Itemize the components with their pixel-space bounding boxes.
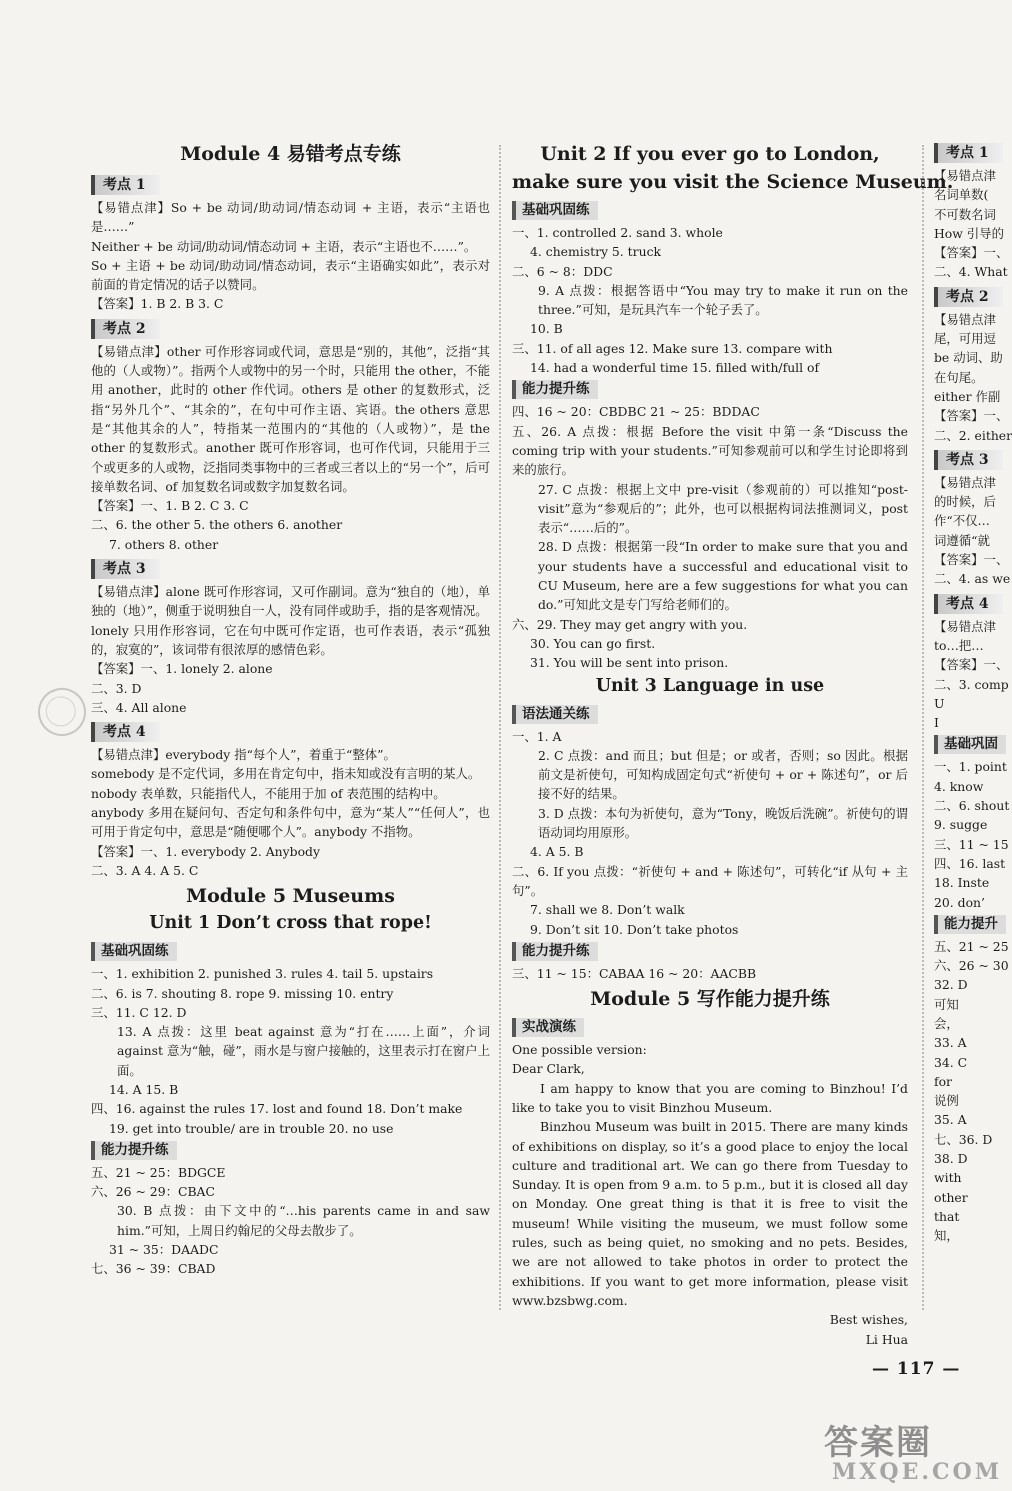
- section-heading: 语法通关练: [512, 705, 598, 724]
- answer-line: 作“不仅…: [934, 513, 990, 529]
- answer-line: 32. D: [934, 977, 968, 993]
- column-divider: [922, 145, 924, 1310]
- answer-line: to…把…: [934, 637, 984, 653]
- answer-line: 9. Don’t sit 10. Don’t take photos: [530, 921, 739, 937]
- faded-stamp: [32, 682, 92, 742]
- answer-line: 二、3. A 4. A 5. C: [91, 862, 199, 878]
- explanation-text: 【易错点津】So + be 动词/助动词/情态动词 + 主语，表示“主语也是……”: [91, 200, 490, 235]
- explanation-text: 13. A 点拨：这里 beat against 意为“打在……上面”，介词 against 意为“触，碰”，雨水是与窗户接触的，这里表示打在窗户上面。: [117, 1024, 490, 1078]
- answer-line: 【答案】一、: [934, 552, 1009, 568]
- explanation-text: Neither + be 动词/助动词/情态动词 + 主语，表示“主语也不……”。: [91, 238, 477, 254]
- answer-line: 二、2. either: [934, 427, 1012, 443]
- answer-line: other: [934, 1189, 968, 1205]
- column-left: [91, 138, 490, 1279]
- unit-heading: Unit 1 Don’t cross that rope!: [149, 913, 432, 934]
- page-number: — 117 —: [872, 1359, 961, 1379]
- answer-line: 20. don’: [934, 894, 985, 910]
- point-heading: 考点 4: [91, 722, 160, 742]
- answer-line: 六、26 ~ 29：CBAC: [91, 1184, 215, 1200]
- explanation-text: 9. A 点拨：根据答语中“You may try to make it run on the three.”可知，是玩具汽车一个轮子丢了。: [538, 282, 908, 318]
- answer-line: 二、3. comp: [934, 676, 1009, 692]
- answer-line: 【答案】1. B 2. B 3. C: [91, 296, 224, 312]
- answer-line: 31 ~ 35：DAADC: [109, 1242, 219, 1258]
- section-heading: 能力提升: [934, 915, 1006, 934]
- answer-line: 七、36 ~ 39：CBAD: [91, 1261, 216, 1277]
- answer-line: 二、4. What: [934, 264, 1008, 280]
- explanation-text: 【易错点津】alone 既可作形容词，又可作副词。意为“独自的（地），单独的（地）”，侧重于说明独自一人，没有同伴或助手，指的是客观情况。: [91, 584, 490, 619]
- answer-line: for: [934, 1073, 952, 1089]
- module-heading: Unit 2 If you ever go to London,: [540, 143, 880, 165]
- explanation-text: lonely 只用作形容词，它在句中既可作定语，也可作表语，表示“孤独的，寂寞的”，该词带有很浓厚的感情色彩。: [91, 622, 490, 657]
- answer-line: 六、26 ~ 30: [934, 958, 1009, 974]
- explanation-text: 【易错点津】other 可作形容词或代词，意思是“别的，其他”，泛指“其他的（人或物）”。指两个人或物中的另一个时，只能用 the other，不能用 another，此时的 other 作代词。others 是 other 的复数形式，泛指“另外几个”、“其余的”，在句中可作主语、宾语。the others 意思是“其他其余的人”，特指某一范围内的“其他的（人或物）”，是 the other 的复数形式。another 既可作形容词，也可作代词，只能用于三个或更多的人或物，泛指同类事物中的三者或三者以上的“另一个”，后可接单数名词、of 加复数名词或数字加复数名词。: [91, 343, 490, 494]
- answer-line: 一、1. controlled 2. sand 3. whole: [512, 225, 723, 240]
- answer-line: 一、1. point: [934, 759, 1007, 775]
- answer-line: 【易错点津: [934, 168, 996, 183]
- watermark-logo-text: 答案圈: [824, 1423, 932, 1463]
- answer-line: 35. A: [934, 1112, 967, 1128]
- module-heading: Module 4 易错考点专练: [180, 143, 401, 165]
- point-heading: 考点 3: [934, 450, 1003, 470]
- answer-line: How 引导的: [934, 225, 1004, 241]
- answer-line: 【答案】一、: [934, 245, 1009, 261]
- answer-line: 说例: [934, 1093, 959, 1109]
- answer-line: either 作副: [934, 388, 1001, 404]
- answer-line: 【易错点津: [934, 618, 996, 634]
- answer-line: with: [934, 1170, 962, 1186]
- answer-line: 19. get into trouble/ are in trouble 20. no use: [109, 1120, 394, 1136]
- answer-line: 四、16. against the rules 17. lost and found 18. Don’t make: [91, 1101, 463, 1117]
- answer-line: 7. others 8. other: [109, 536, 219, 552]
- answer-line: 二、6. the other 5. the others 6. another: [91, 517, 343, 533]
- point-heading: 考点 2: [934, 287, 1003, 307]
- explanation-text: 3. D 点拨：本句为祈使句，意为“Tony，晚饭后洗碗”。祈使句的谓语动词均用原形。: [538, 805, 908, 841]
- answer-line: One possible version:: [512, 1042, 647, 1058]
- section-heading: 基础巩固: [934, 735, 1006, 754]
- answer-line: 4. A 5. B: [530, 844, 584, 860]
- point-heading: 考点 1: [91, 175, 160, 195]
- answer-line: 【答案】一、1. B 2. C 3. C: [91, 498, 249, 514]
- module-heading: Module 5 写作能力提升练: [590, 988, 830, 1011]
- answer-line: 【答案】一、: [934, 657, 1009, 673]
- answer-line: 三、11. of all ages 12. Make sure 13. compare with: [512, 340, 833, 356]
- module-heading: make sure you visit the Science Museum.: [512, 171, 954, 193]
- answer-line: 33. A: [934, 1035, 967, 1051]
- section-heading: 实战演练: [512, 1018, 584, 1037]
- answer-line: 一、1. A: [512, 728, 562, 744]
- answer-line: be 动词、助: [934, 350, 1003, 366]
- answer-line: 二、6. is 7. shouting 8. rope 9. missing 10. entry: [91, 985, 394, 1001]
- answer-line: 词遵循“就: [934, 532, 990, 548]
- section-heading: 基础巩固练: [512, 201, 598, 220]
- answer-line: 38. D: [934, 1151, 968, 1167]
- column-right-cropped: [934, 138, 1012, 1246]
- answer-line: 10. B: [530, 321, 563, 337]
- section-heading: 能力提升练: [512, 380, 598, 399]
- answer-line: Dear Clark,: [512, 1061, 585, 1077]
- answer-line: 五、21 ~ 25: [934, 938, 1009, 954]
- answer-line: 知，: [934, 1228, 959, 1244]
- explanation-text: 2. C 点拨：and 而且；but 但是；or 或者，否则；so 因此。根据前文是祈使句，可知构成固定句式“祈使句 + or + 陈述句”，or 后接不好的结果。: [538, 747, 908, 802]
- module-heading: Module 5 Museums: [186, 885, 395, 908]
- explanation-text: 30. B 点拨：由下文中的“…his parents came in and saw him.”可知，上周日约翰尼的父母去散步了。: [117, 1203, 490, 1238]
- answer-line: 二、3. D: [91, 680, 142, 696]
- answer-line: 二、4. as we: [934, 571, 1011, 587]
- explanation-text: 【易错点津】everybody 指“每个人”，着重于“整体”。: [91, 747, 396, 763]
- answer-line: 一、1. exhibition 2. punished 3. rules 4. tail 5. upstairs: [91, 966, 434, 982]
- explanation-text: 五、26. A 点拨：根据 Before the visit 中第一条“Discuss the coming trip with your students.”可知参观前可以和学生讨论即将到来的旅行。: [512, 423, 908, 478]
- section-heading: 能力提升练: [512, 942, 598, 961]
- explanation-text: 二、6. If you 点拨：“祈使句 + and + 陈述句”，可转化“if 从句 + 主句”。: [512, 863, 908, 898]
- answer-line: 14. A 15. B: [109, 1081, 179, 1097]
- answer-line: 不可数名词: [934, 206, 996, 222]
- answer-line: 三、11 ~ 15：CABAA 16 ~ 20：AACBB: [512, 965, 757, 981]
- answer-line: 六、29. They may get angry with you.: [512, 616, 748, 632]
- explanation-text: 27. C 点拨：根据上文中 pre-visit（参观前的）可以推知“post-visit”意为“参观后的”；此外，也可以根据构词法推测词义，post 表示“……后的”。: [538, 481, 908, 536]
- section-heading: 能力提升练: [91, 1141, 177, 1160]
- answer-line: 【易错点津: [934, 311, 996, 327]
- unit-heading: Unit 3 Language in use: [595, 675, 825, 696]
- answer-line: 【答案】一、: [934, 408, 1009, 424]
- answer-line: 18. Inste: [934, 875, 990, 891]
- watermark: [824, 1415, 1003, 1485]
- answer-line: 会，: [934, 1015, 959, 1031]
- watermark-url: MXQE.COM: [832, 1459, 1003, 1485]
- answer-line: that: [934, 1208, 960, 1224]
- explanation-text: 28. D 点拨：根据第一段“In order to make sure that you and your students have a successful and educational visit to CU Museum, here are a few suggestions for what you can do.”可知此文是专门写给老师们的。: [538, 539, 908, 613]
- answer-line: 的时候，后: [934, 494, 996, 510]
- letter-paragraph: Binzhou Museum was built in 2015. There are many kinds of exhibitions on display, so it’s a good place to enjoy the local culture and traditional art. We can go there from Tuesday to Sunday. It is open from 9 a.m. to 5 p.m., but it is closed all day on Monday. One great thing is that it is free to visit the museum! While visiting the museum, we must follow some rules, such as being quiet, no smoking and no pets. Besides, we are not allowed to take photos in order to protect the exhibitions. If you want to get more information, please visit www.bzsbwg.com.: [512, 1119, 908, 1308]
- letter-signoff: Li Hua: [865, 1331, 908, 1347]
- answer-line: 七、36. D: [934, 1131, 993, 1147]
- answer-line: 【易错点津: [934, 474, 996, 490]
- letter-paragraph: I am happy to know that you are coming to Binzhou! I’d like to take you to visit Binzhou Museum.: [512, 1080, 908, 1115]
- column-divider: [499, 145, 501, 1310]
- answer-line: 四、16. last: [934, 855, 1006, 871]
- answer-line: 9. sugge: [934, 817, 988, 833]
- letter-signoff: Best wishes,: [829, 1312, 908, 1328]
- explanation-text: So + 主语 + be 动词/助动词/情态动词，表示“主语确实如此”，表示对前面的肯定情况的话子以赞同。: [91, 257, 490, 293]
- point-heading: 考点 3: [91, 559, 160, 579]
- explanation-text: somebody 是不定代词，多用在肯定句中，指未知或没有言明的某人。: [91, 766, 481, 782]
- answer-line: 三、11 ~ 15: [934, 836, 1009, 852]
- answer-line: 30. You can go first.: [530, 635, 656, 651]
- answer-line: 二、6. shout: [934, 798, 1010, 814]
- answer-line: 【答案】一、1. lonely 2. alone: [91, 661, 273, 677]
- answer-line: 4. know: [934, 778, 984, 794]
- section-heading: 基础巩固练: [91, 942, 177, 961]
- answer-line: 31. You will be sent into prison.: [530, 655, 729, 671]
- answer-line: U: [934, 695, 945, 711]
- answer-line: 三、4. All alone: [91, 699, 187, 715]
- answer-line: 五、21 ~ 25：BDGCE: [91, 1164, 226, 1180]
- answer-line: 四、16 ~ 20：CBDBC 21 ~ 25：BDDAC: [512, 404, 760, 420]
- answer-line: 在句尾。: [934, 369, 984, 385]
- point-heading: 考点 2: [91, 319, 160, 339]
- answer-line: 【答案】一、1. everybody 2. Anybody: [91, 843, 320, 859]
- answer-line: 名词单数(: [934, 187, 989, 203]
- explanation-text: anybody 多用在疑问句、否定句和条件句中，意为“某人”“任何人”，也可用于肯定句中，意思是“随便哪个人”。anybody 不指物。: [91, 805, 490, 840]
- answer-line: 二、6 ~ 8：DDC: [512, 263, 613, 279]
- answer-line: 14. had a wonderful time 15. filled with/full of: [530, 360, 820, 376]
- answer-line: 7. shall we 8. Don’t walk: [530, 902, 685, 918]
- answer-line: I: [934, 715, 939, 731]
- answer-line: 可知: [934, 996, 959, 1012]
- answer-line: 34. C: [934, 1054, 968, 1070]
- point-heading: 考点 1: [934, 143, 1003, 163]
- explanation-text: nobody 表单数，只能指代人，不能用于加 of 表范围的结构中。: [91, 785, 446, 801]
- answer-line: 尾，可用逗: [934, 331, 996, 347]
- answer-line: 三、11. C 12. D: [91, 1004, 187, 1020]
- answer-line: 4. chemistry 5. truck: [530, 244, 662, 260]
- point-heading: 考点 4: [934, 594, 1003, 614]
